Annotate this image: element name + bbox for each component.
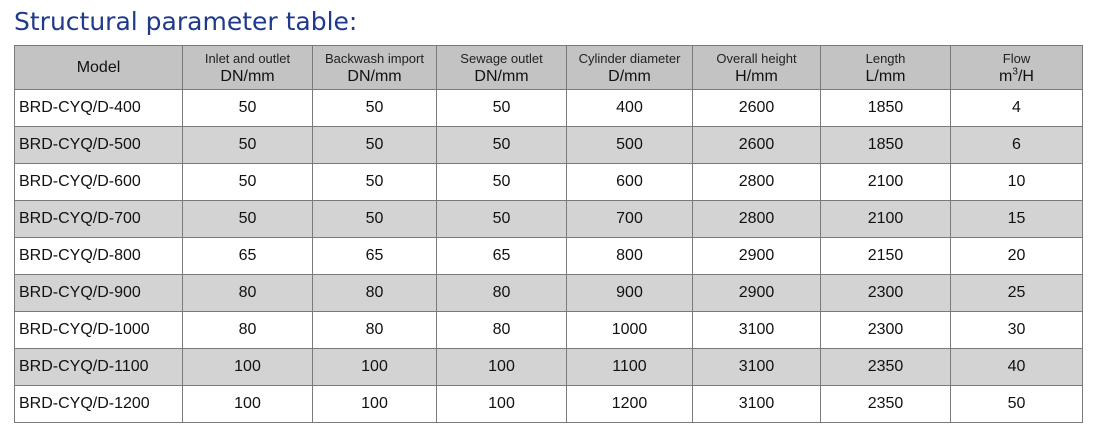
cell-sewage: 65 bbox=[437, 238, 567, 275]
cell-height: 2800 bbox=[693, 201, 821, 238]
cell-model: BRD-CYQ/D-1200 bbox=[15, 386, 183, 423]
cell-flow: 15 bbox=[951, 201, 1083, 238]
cell-height: 2600 bbox=[693, 90, 821, 127]
cell-inlet: 100 bbox=[183, 386, 313, 423]
cell-flow: 20 bbox=[951, 238, 1083, 275]
table-row bbox=[15, 127, 1083, 164]
header-backwash bbox=[313, 46, 437, 90]
cell-inlet: 65 bbox=[183, 238, 313, 275]
header-sewage-unit: DN/mm bbox=[474, 67, 529, 85]
parameter-table bbox=[14, 45, 1083, 423]
header-flow-unit bbox=[951, 66, 1082, 85]
cell-cylinder: 1100 bbox=[567, 349, 693, 386]
cell-sewage: 50 bbox=[437, 127, 567, 164]
cell-backwash: 50 bbox=[313, 201, 437, 238]
cell-sewage: 80 bbox=[437, 275, 567, 312]
cell-cylinder: 600 bbox=[567, 164, 693, 201]
cell-model: BRD-CYQ/D-800 bbox=[15, 238, 183, 275]
cell-backwash: 100 bbox=[313, 386, 437, 423]
cell-sewage: 50 bbox=[437, 201, 567, 238]
header-height-label: Overall height bbox=[716, 50, 797, 66]
flow-unit-sup: 3 bbox=[1012, 66, 1018, 78]
cell-flow: 50 bbox=[951, 386, 1083, 423]
table-body bbox=[15, 90, 1083, 423]
cell-length: 1850 bbox=[821, 127, 951, 164]
cell-cylinder: 800 bbox=[567, 238, 693, 275]
cell-backwash: 80 bbox=[313, 312, 437, 349]
header-inlet-label: Inlet and outlet bbox=[204, 50, 291, 66]
cell-backwash: 50 bbox=[313, 164, 437, 201]
cell-model: BRD-CYQ/D-1100 bbox=[15, 349, 183, 386]
cell-inlet: 50 bbox=[183, 127, 313, 164]
cell-sewage: 100 bbox=[437, 349, 567, 386]
cell-cylinder: 1000 bbox=[567, 312, 693, 349]
cell-length: 2300 bbox=[821, 275, 951, 312]
table-row bbox=[15, 312, 1083, 349]
cell-inlet: 80 bbox=[183, 275, 313, 312]
header-height-unit: H/mm bbox=[735, 67, 778, 85]
cell-height: 2800 bbox=[693, 164, 821, 201]
header-height bbox=[693, 46, 821, 90]
cell-flow: 25 bbox=[951, 275, 1083, 312]
cell-backwash: 65 bbox=[313, 238, 437, 275]
header-model-label: Model bbox=[76, 58, 121, 76]
cell-flow: 4 bbox=[951, 90, 1083, 127]
table-row bbox=[15, 164, 1083, 201]
cell-length: 2350 bbox=[821, 349, 951, 386]
header-inlet bbox=[183, 46, 313, 90]
cell-backwash: 80 bbox=[313, 275, 437, 312]
header-length-label: Length bbox=[865, 50, 906, 66]
table-row bbox=[15, 275, 1083, 312]
cell-cylinder: 1200 bbox=[567, 386, 693, 423]
table-row bbox=[15, 238, 1083, 275]
header-flow-label: Flow bbox=[1002, 50, 1031, 66]
cell-model: BRD-CYQ/D-400 bbox=[15, 90, 183, 127]
header-length bbox=[821, 46, 951, 90]
header-flow bbox=[951, 46, 1083, 90]
cell-cylinder: 700 bbox=[567, 201, 693, 238]
cell-model: BRD-CYQ/D-600 bbox=[15, 164, 183, 201]
table-row bbox=[15, 90, 1083, 127]
header-backwash-label: Backwash import bbox=[325, 50, 424, 66]
cell-height: 2900 bbox=[693, 238, 821, 275]
cell-backwash: 50 bbox=[313, 127, 437, 164]
header-cylinder-label: Cylinder diameter bbox=[578, 50, 681, 66]
cell-length: 2350 bbox=[821, 386, 951, 423]
cell-flow: 30 bbox=[951, 312, 1083, 349]
cell-flow: 10 bbox=[951, 164, 1083, 201]
cell-cylinder: 400 bbox=[567, 90, 693, 127]
cell-length: 2300 bbox=[821, 312, 951, 349]
cell-model: BRD-CYQ/D-700 bbox=[15, 201, 183, 238]
cell-inlet: 50 bbox=[183, 164, 313, 201]
header-row bbox=[15, 46, 1083, 90]
cell-cylinder: 500 bbox=[567, 127, 693, 164]
cell-backwash: 100 bbox=[313, 349, 437, 386]
cell-inlet: 100 bbox=[183, 349, 313, 386]
header-length-unit: L/mm bbox=[865, 67, 906, 85]
cell-length: 2100 bbox=[821, 164, 951, 201]
cell-length: 2100 bbox=[821, 201, 951, 238]
cell-model: BRD-CYQ/D-1000 bbox=[15, 312, 183, 349]
header-inlet-unit: DN/mm bbox=[220, 67, 275, 85]
header-sewage bbox=[437, 46, 567, 90]
cell-inlet: 50 bbox=[183, 90, 313, 127]
cell-height: 2600 bbox=[693, 127, 821, 164]
cell-inlet: 80 bbox=[183, 312, 313, 349]
cell-flow: 40 bbox=[951, 349, 1083, 386]
flow-unit-tail: /H bbox=[1017, 67, 1034, 85]
cell-length: 1850 bbox=[821, 90, 951, 127]
cell-sewage: 50 bbox=[437, 164, 567, 201]
header-sewage-label: Sewage outlet bbox=[460, 50, 543, 66]
cell-sewage: 50 bbox=[437, 90, 567, 127]
cell-height: 3100 bbox=[693, 312, 821, 349]
cell-backwash: 50 bbox=[313, 90, 437, 127]
cell-flow: 6 bbox=[951, 127, 1083, 164]
table-row bbox=[15, 201, 1083, 238]
cell-sewage: 80 bbox=[437, 312, 567, 349]
cell-height: 3100 bbox=[693, 349, 821, 386]
cell-cylinder: 900 bbox=[567, 275, 693, 312]
header-cylinder-unit: D/mm bbox=[608, 67, 651, 85]
cell-inlet: 50 bbox=[183, 201, 313, 238]
table-row bbox=[15, 349, 1083, 386]
header-backwash-unit: DN/mm bbox=[347, 67, 402, 85]
cell-model: BRD-CYQ/D-900 bbox=[15, 275, 183, 312]
cell-model: BRD-CYQ/D-500 bbox=[15, 127, 183, 164]
header-model bbox=[15, 46, 183, 90]
page-title: Structural parameter table: bbox=[14, 7, 358, 36]
cell-length: 2150 bbox=[821, 238, 951, 275]
header-cylinder bbox=[567, 46, 693, 90]
flow-unit-base: m bbox=[999, 67, 1013, 85]
cell-height: 2900 bbox=[693, 275, 821, 312]
table-row bbox=[15, 386, 1083, 423]
cell-height: 3100 bbox=[693, 386, 821, 423]
cell-sewage: 100 bbox=[437, 386, 567, 423]
